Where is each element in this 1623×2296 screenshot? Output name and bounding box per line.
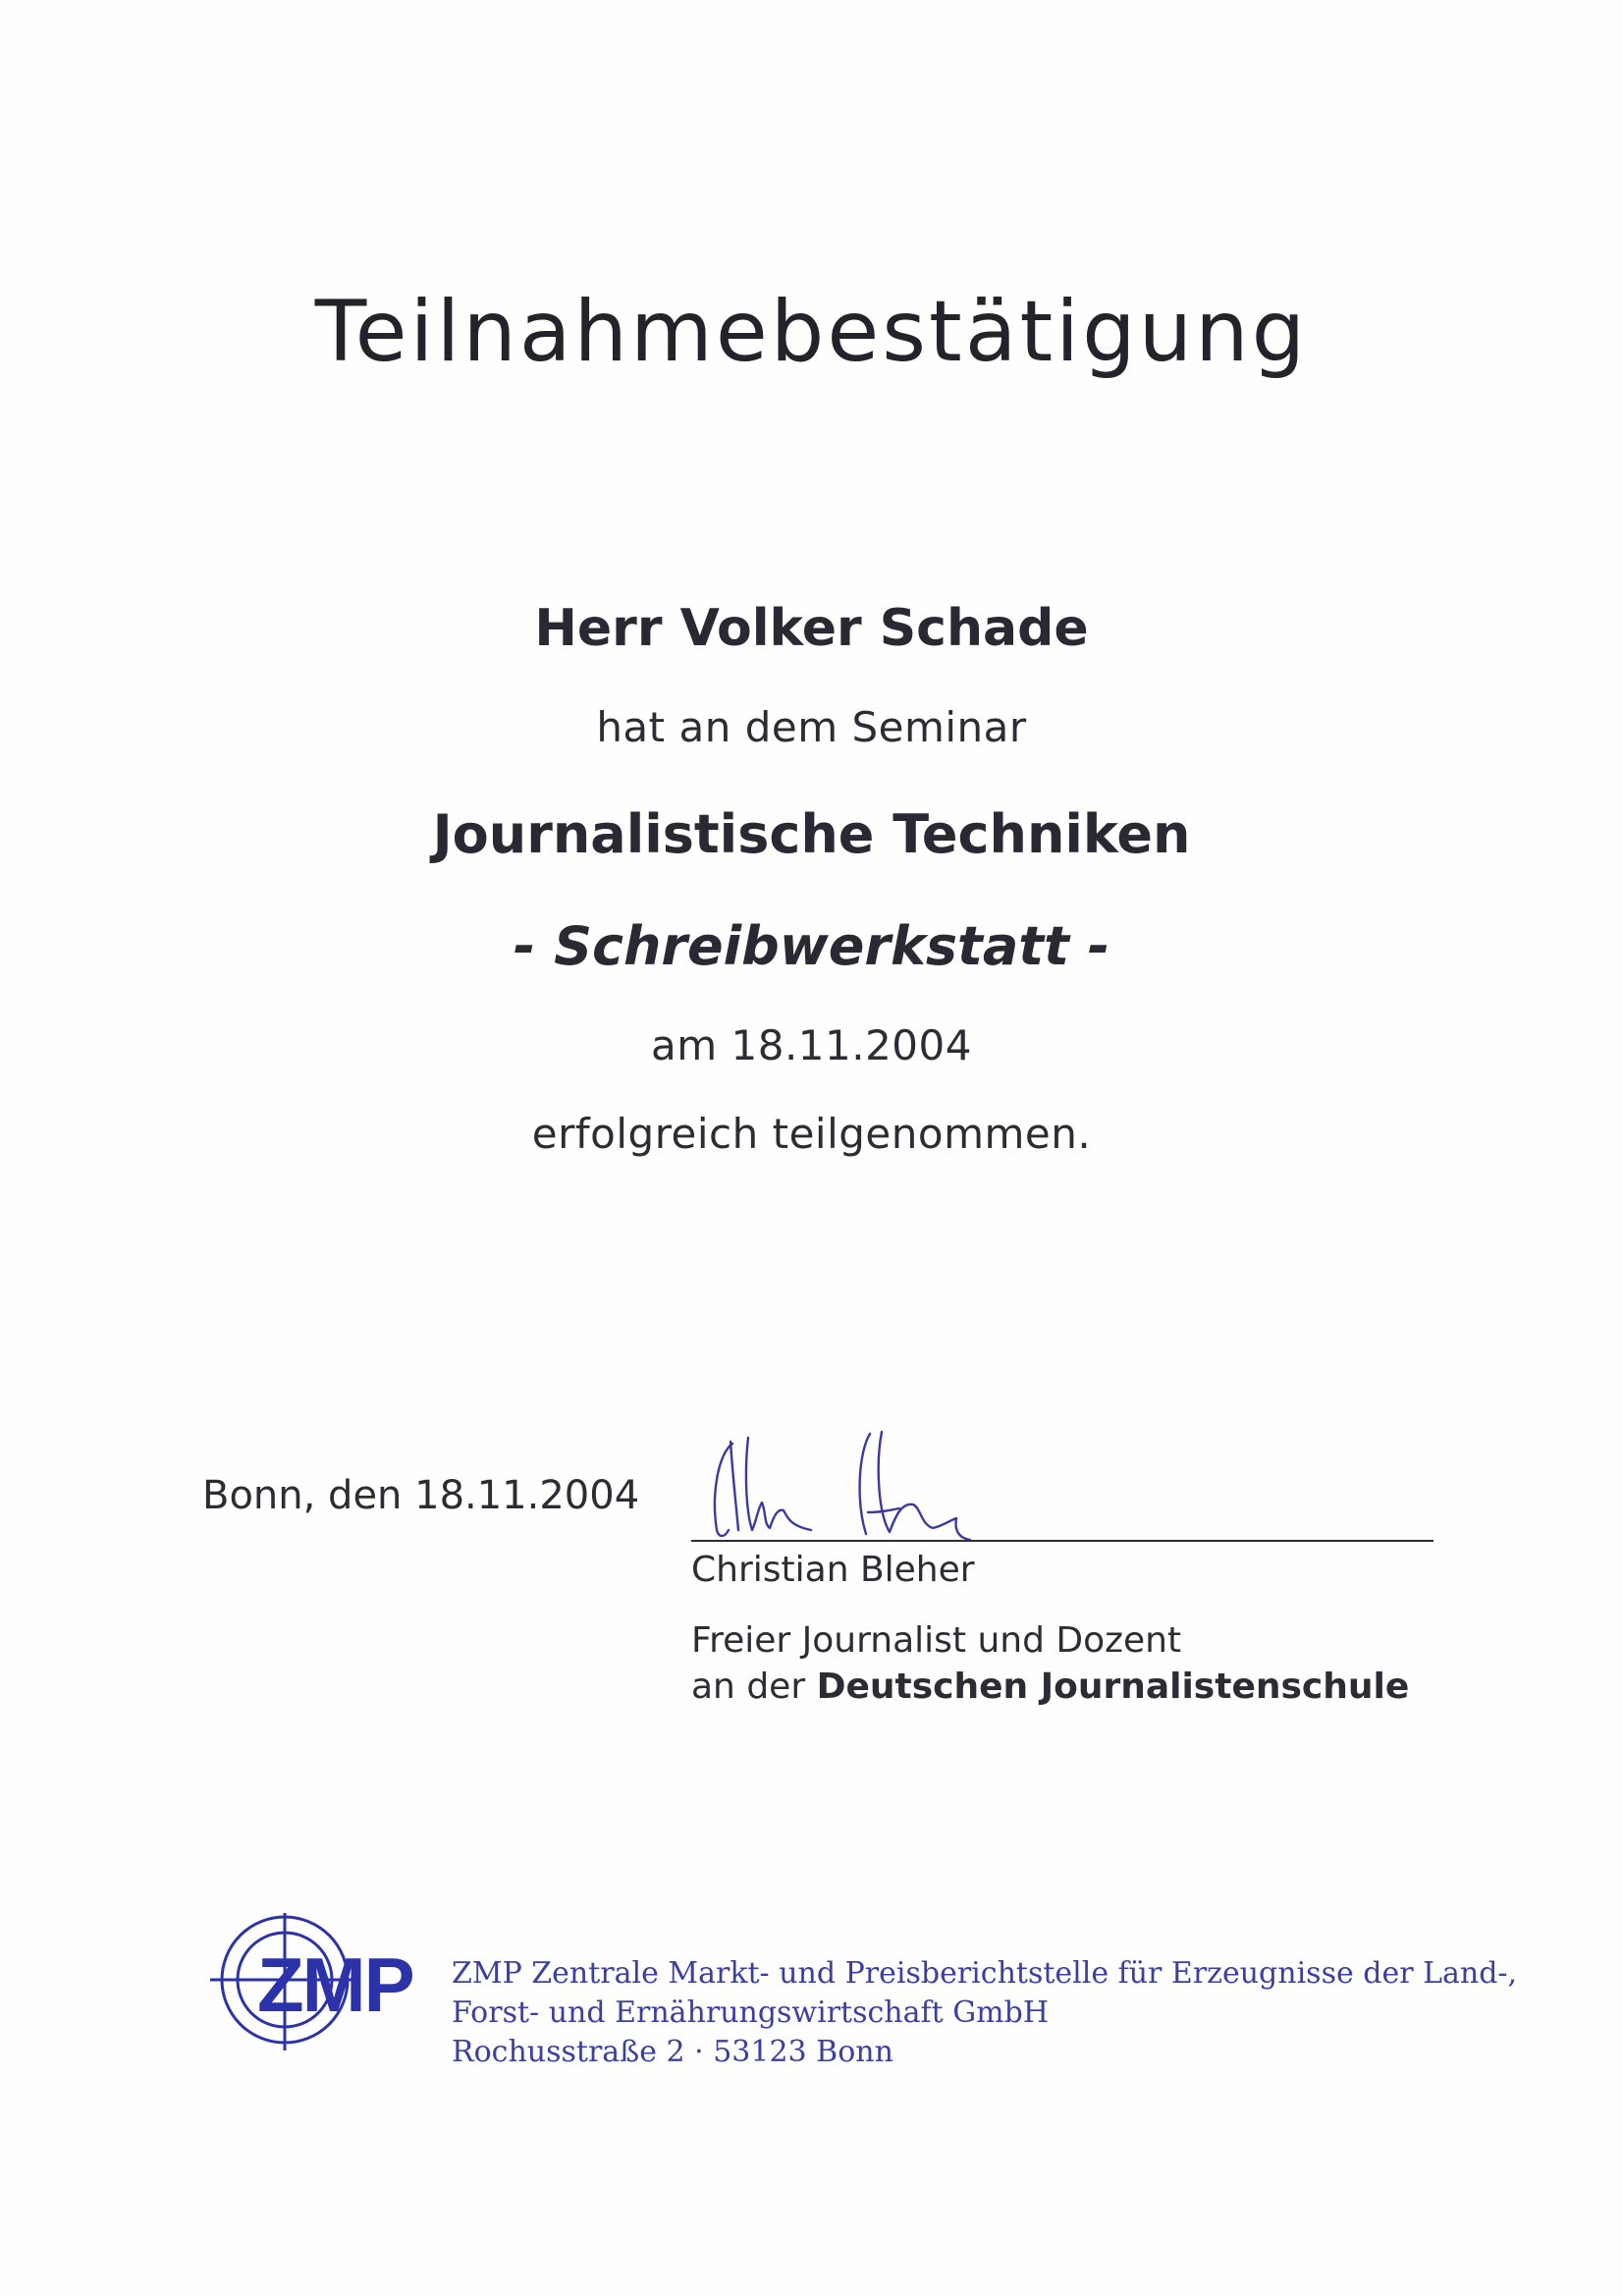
signer-role: Freier Journalist und Dozent <box>691 1620 1182 1661</box>
institution-prefix: an der <box>691 1667 817 1707</box>
footer-line-2: Forst- und Ernährungswirtschaft GmbH <box>452 1995 1049 2030</box>
signer-institution-line <box>691 1667 1409 1707</box>
signature-line <box>691 1540 1434 1542</box>
footer-line-3: Rochusstraße 2 · 53123 Bonn <box>452 2035 893 2069</box>
recipient-name: Herr Volker Schade <box>534 599 1089 658</box>
seminar-subtitle: - Schreibwerkstatt - <box>513 915 1110 977</box>
institution-name: Deutschen Journalistenschule <box>816 1667 1410 1707</box>
footer-address <box>452 1954 1517 2072</box>
zmp-logo-text: ZMP <box>257 1941 413 2028</box>
intro-text: hat an dem Seminar <box>596 703 1027 751</box>
handwritten-signature-icon <box>693 1414 1027 1552</box>
completion-text: erfolgreich teilgenommen. <box>531 1110 1092 1158</box>
footer-line-1: ZMP Zentrale Markt- und Preisberichtstelle für Erzeugnisse der Land-, <box>452 1956 1518 1991</box>
certificate-title: Teilnahmebestätigung <box>314 283 1309 381</box>
seminar-date: am 18.11.2004 <box>651 1021 972 1069</box>
signer-name: Christian Bleher <box>691 1550 975 1590</box>
place-and-date: Bonn, den 18.11.2004 <box>202 1473 640 1518</box>
seminar-title: Journalistische Techniken <box>432 803 1191 865</box>
zmp-logo-icon <box>196 1909 422 2056</box>
